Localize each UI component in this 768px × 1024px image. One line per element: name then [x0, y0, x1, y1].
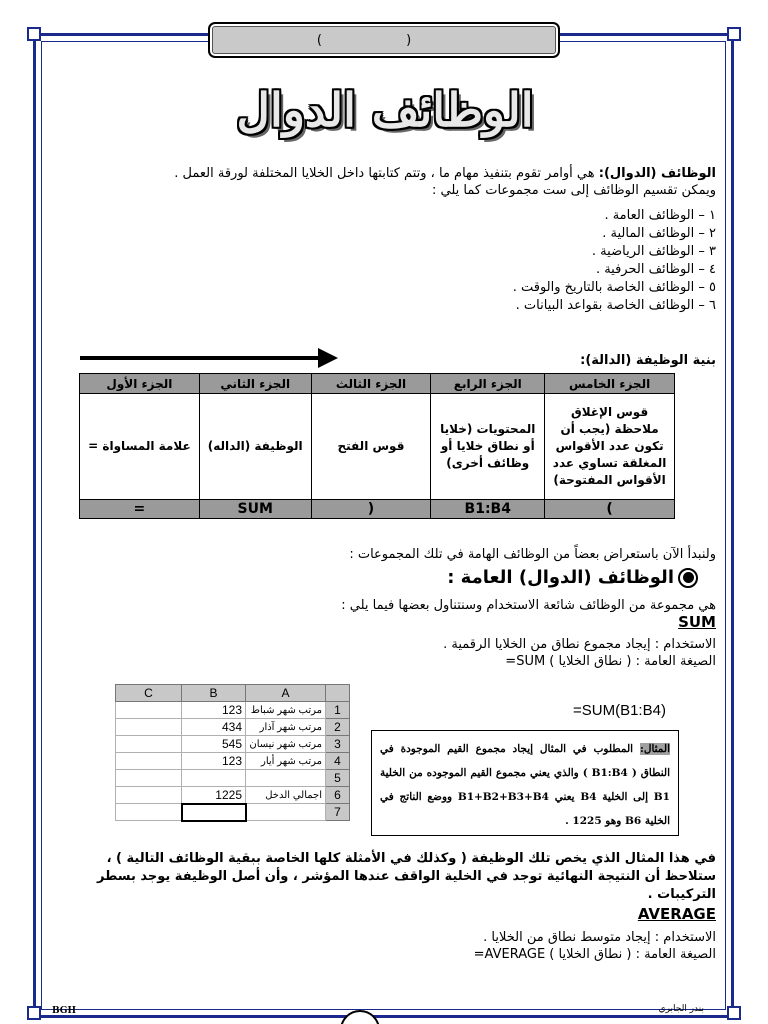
average-usage: الاستخدام : إيجاد متوسط نطاق من الخلايا .: [483, 930, 716, 945]
frame-corner: [727, 27, 741, 41]
table-header: الجزء الثالث: [311, 374, 431, 394]
table-cell: B1:B4: [431, 500, 545, 519]
review-intro: ولنبدأ الآن باستعراض بعضاً من الوظائف الهامة في تلك المجموعات :: [349, 547, 716, 562]
result-note: في هذا المثال الذي يخص تلك الوظيفة ( وكذلك في الأمثلة كلها الخاصة ببقية الوظائف التالية ) ، ستلاحظ أن النتيجة النهائية توجد في الخلية الواقف عندها المؤشر ، وأن أصل الوظيفة يوجد بسطر التركيبات .: [96, 851, 716, 902]
intro-term: الوظائف (الدوال):: [598, 166, 716, 181]
intro-definition: [174, 166, 716, 182]
table-cell: [246, 770, 326, 787]
selected-cell[interactable]: [182, 804, 246, 821]
table-cell: [116, 770, 182, 787]
row-number: 6: [326, 787, 350, 804]
header-box: ( ): [208, 22, 560, 58]
table-cell: علامة المساواة =: [80, 394, 200, 500]
table-cell: 434: [182, 719, 246, 736]
general-functions-intro: هي مجموعة من الوظائف شائعة الاستخدام وسنتناول بعضها فيما يلي :: [341, 598, 716, 613]
structure-table: [79, 373, 675, 519]
frame-corner: [27, 1006, 41, 1020]
table-row: [116, 702, 350, 719]
table-row: [80, 500, 675, 519]
table-header: الجزء الرابع: [431, 374, 545, 394]
example-label: المثال:: [639, 743, 670, 755]
table-header: الجزء الخامس: [545, 374, 675, 394]
table-cell: المحتويات (خلايا أو نطاق خلايا أو وظائف أخرى): [431, 394, 545, 500]
table-cell: مرتب شهر آذار: [246, 719, 326, 736]
table-cell: قوس الفتح: [311, 394, 431, 500]
frame-corner: [27, 27, 41, 41]
arrow-head-icon: [318, 348, 338, 368]
table-cell: [116, 719, 182, 736]
groups-intro: ويمكن تقسيم الوظائف إلى ست مجموعات كما يلي :: [432, 183, 716, 198]
table-header: الجزء الثاني: [199, 374, 311, 394]
footer-right: بندر الجابري: [658, 1004, 704, 1014]
radio-bullet-icon: [678, 568, 698, 588]
column-header: A: [246, 685, 326, 702]
footer-left: BGH: [52, 1006, 76, 1016]
example-text: المطلوب في المثال إيجاد مجموع القيم الموجودة في النطاق ( B1:B4 ) والذي يعني مجموع القيم الموجوده من الخلية B1 إلى الخلية B4 يعني B1+B2+B3+B4 ووضع الناتج في الخلية B6 وهو 1225 .: [380, 743, 670, 827]
row-number: 1: [326, 702, 350, 719]
table-cell: [116, 702, 182, 719]
intro-definition-text: هي أوامر تقوم بتنفيذ مهام ما ، وتتم كتابتها داخل الخلايا المختلفة لورقة العمل .: [174, 166, 599, 181]
sum-formula: =SUM(B1:B4): [573, 702, 666, 719]
page-title: الوظائف الدوال: [236, 83, 534, 137]
structure-heading: بنية الوظيفة (الدالة):: [580, 353, 716, 368]
row-number: 2: [326, 719, 350, 736]
table-row: [80, 374, 675, 394]
frame-corner: [727, 1006, 741, 1020]
table-header: الجزء الأول: [80, 374, 200, 394]
table-cell: [116, 736, 182, 753]
average-heading: AVERAGE: [637, 905, 716, 923]
table-row: [116, 753, 350, 770]
table-cell: الوظيفة (الداله): [199, 394, 311, 500]
sum-heading: SUM: [678, 613, 716, 631]
example-box: [371, 730, 679, 836]
groups-list: [513, 207, 716, 315]
table-cell: [182, 770, 246, 787]
table-cell: مرتب شهر شباط: [246, 702, 326, 719]
table-cell: [116, 804, 182, 821]
table-row: [116, 685, 350, 702]
table-row: [116, 787, 350, 804]
row-number: 3: [326, 736, 350, 753]
table-cell: مرتب شهر نيسان: [246, 736, 326, 753]
table-cell: SUM: [199, 500, 311, 519]
table-cell: ): [545, 500, 675, 519]
table-cell: 123: [182, 753, 246, 770]
general-functions-title: الوظائف (الدوال) العامة :: [447, 567, 674, 588]
table-cell: (: [311, 500, 431, 519]
table-cell: 545: [182, 736, 246, 753]
sum-syntax: الصيغة العامة : ( نطاق الخلايا ) SUM=: [505, 654, 716, 669]
table-cell: قوس الإغلاق ملاحظة (يجب أن تكون عدد الأقواس المغلقة تساوي عدد الأقواس المفتوحة): [545, 394, 675, 500]
corner-cell: [326, 685, 350, 702]
list-item: ١ – الوظائف العامة .: [604, 208, 716, 223]
table-cell: 1225: [182, 787, 246, 804]
table-row: [116, 770, 350, 787]
table-cell: [116, 787, 182, 804]
list-item: ٦ – الوظائف الخاصة بقواعد البيانات .: [515, 298, 716, 313]
column-header: B: [182, 685, 246, 702]
row-number: 7: [326, 804, 350, 821]
list-item: ٥ – الوظائف الخاصة بالتاريخ والوقت .: [512, 280, 716, 295]
list-item: ٣ – الوظائف الرياضية .: [591, 244, 716, 259]
average-syntax: الصيغة العامة : ( نطاق الخلايا ) AVERAGE=: [473, 947, 716, 962]
table-row: [116, 804, 350, 821]
table-row: [80, 394, 675, 500]
list-item: ٢ – الوظائف المالية .: [602, 226, 716, 241]
column-header: C: [116, 685, 182, 702]
table-row: [116, 719, 350, 736]
table-cell: 123: [182, 702, 246, 719]
table-cell: مرتب شهر أيار: [246, 753, 326, 770]
spreadsheet-example: [115, 684, 350, 822]
row-number: 5: [326, 770, 350, 787]
table-cell: [116, 753, 182, 770]
arrow-icon: [80, 356, 320, 360]
table-cell: [246, 804, 326, 821]
table-cell: اجمالي الدخل: [246, 787, 326, 804]
list-item: ٤ – الوظائف الحرفية .: [595, 262, 716, 277]
table-cell: =: [80, 500, 200, 519]
sum-usage: الاستخدام : إيجاد مجموع نطاق من الخلايا الرقمية .: [443, 637, 716, 652]
table-row: [116, 736, 350, 753]
row-number: 4: [326, 753, 350, 770]
general-functions-heading: [447, 567, 698, 588]
